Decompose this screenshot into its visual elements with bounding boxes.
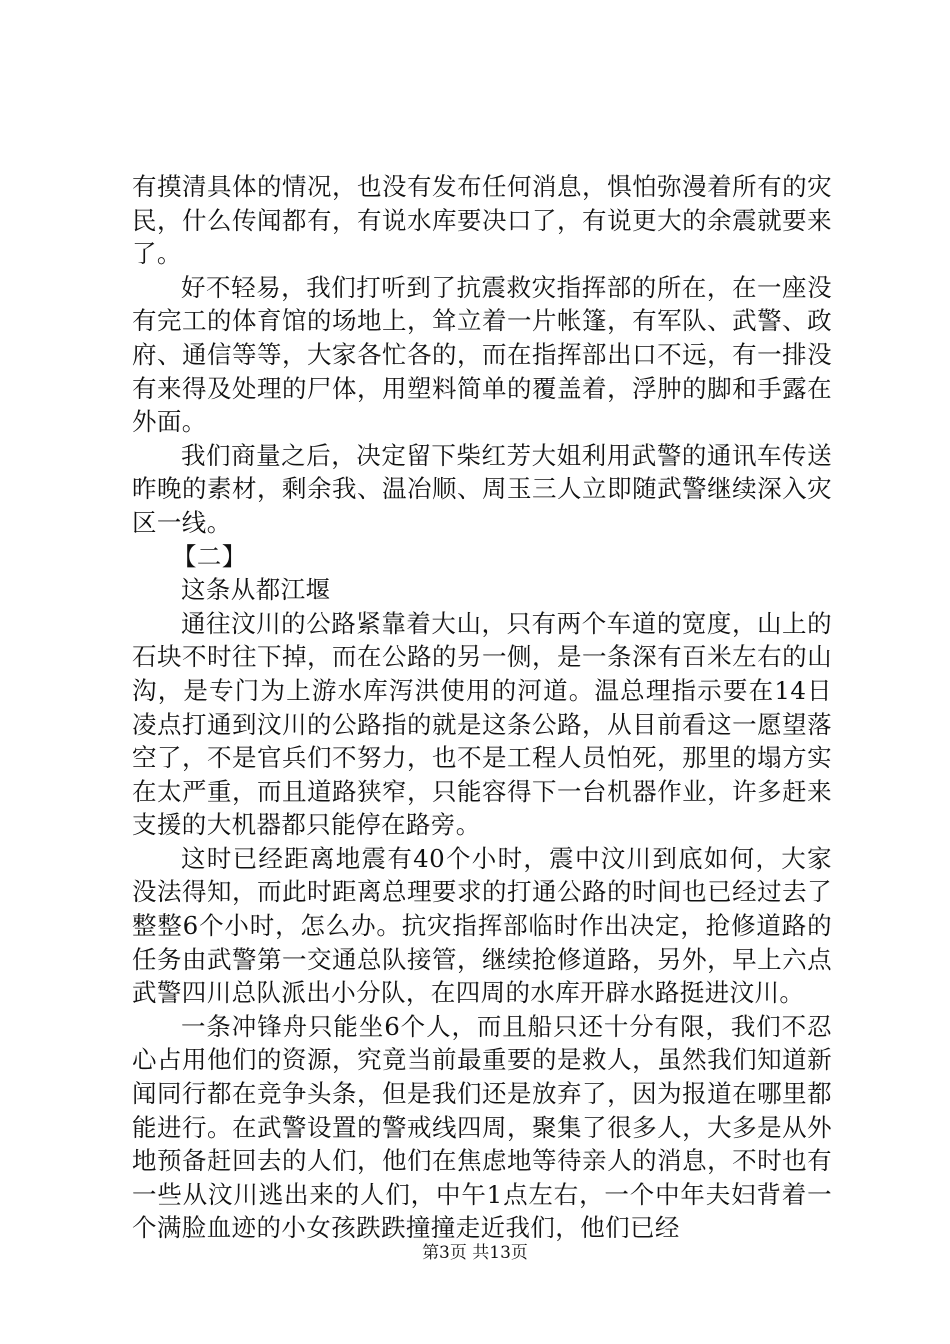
paragraph-boat: 一条冲锋舟只能坐6个人，而且船只还十分有限，我们不忍心占用他们的资源，究竟当前最重要的是救人，虽然我们知道新闻同行都在竞争头条，但是我们还是放弃了，因为报道在哪里都能进行。在武警设置的警戒线四周，聚集了很多人，大多是从外地预备赶回去的人们，他们在焦虑地等待亲人的消息，不时也有一些从汶川逃出来的人们，中午1点左右，一个中年夫妇背着一个满脸血迹的小女孩跌跌撞撞走近我们，他们已经 [132, 1011, 832, 1243]
paragraph-continued: 有摸清具体的情况，也没有发布任何消息，惧怕弥漫着所有的灾民，什么传闻都有，有说水库要决口了，有说更大的余震就要来了。 [132, 172, 832, 269]
document-body [132, 170, 832, 1245]
section-title: 这条从都江堰 [181, 575, 331, 605]
section-marker: 【二】 [172, 541, 247, 571]
page-footer: 第3页 共13页 [422, 1243, 528, 1263]
paragraph-road: 通往汶川的公路紧靠着大山，只有两个车道的宽度，山上的石块不时往下掉，而在公路的另一侧，是一条深有百米左右的山沟，是专门为上游水库泻洪使用的河道。温总理指示要在14日凌点打通到汶川的公路指的就是这条公路，从目前看这一愿望落空了，不是官兵们不努力，也不是工程人员怕死，那里的塌方实在太严重，而且道路狭窄，只能容得下一台机器作业，许多赶来支援的大机器都只能停在路旁。 [132, 608, 832, 840]
paragraph-decision: 我们商量之后，决定留下柴红芳大姐利用武警的通讯车传送昨晚的素材，剩余我、温冶顺、周玉三人立即随武警继续深入灾区一线。 [132, 440, 832, 537]
paragraph-timeline: 这时已经距离地震有40个小时，震中汶川到底如何，大家没法得知，而此时距离总理要求的打通公路的时间也已经过去了整整6个小时，怎么办。抗灾指挥部临时作出决定，抢修道路的任务由武警第一交通总队接管，继续抢修道路，另外，早上六点武警四川总队派出小分队，在四周的水库开辟水路挺进汶川。 [132, 843, 832, 1008]
paragraph-command-post: 好不轻易，我们打听到了抗震救灾指挥部的所在，在一座没有完工的体育馆的场地上，耸立着一片帐篷，有军队、武警、政府、通信等等，大家各忙各的，而在指挥部出口不远，有一排没有来得及处理的尸体，用塑料简单的覆盖着，浮肿的脚和手露在外面。 [132, 272, 832, 437]
